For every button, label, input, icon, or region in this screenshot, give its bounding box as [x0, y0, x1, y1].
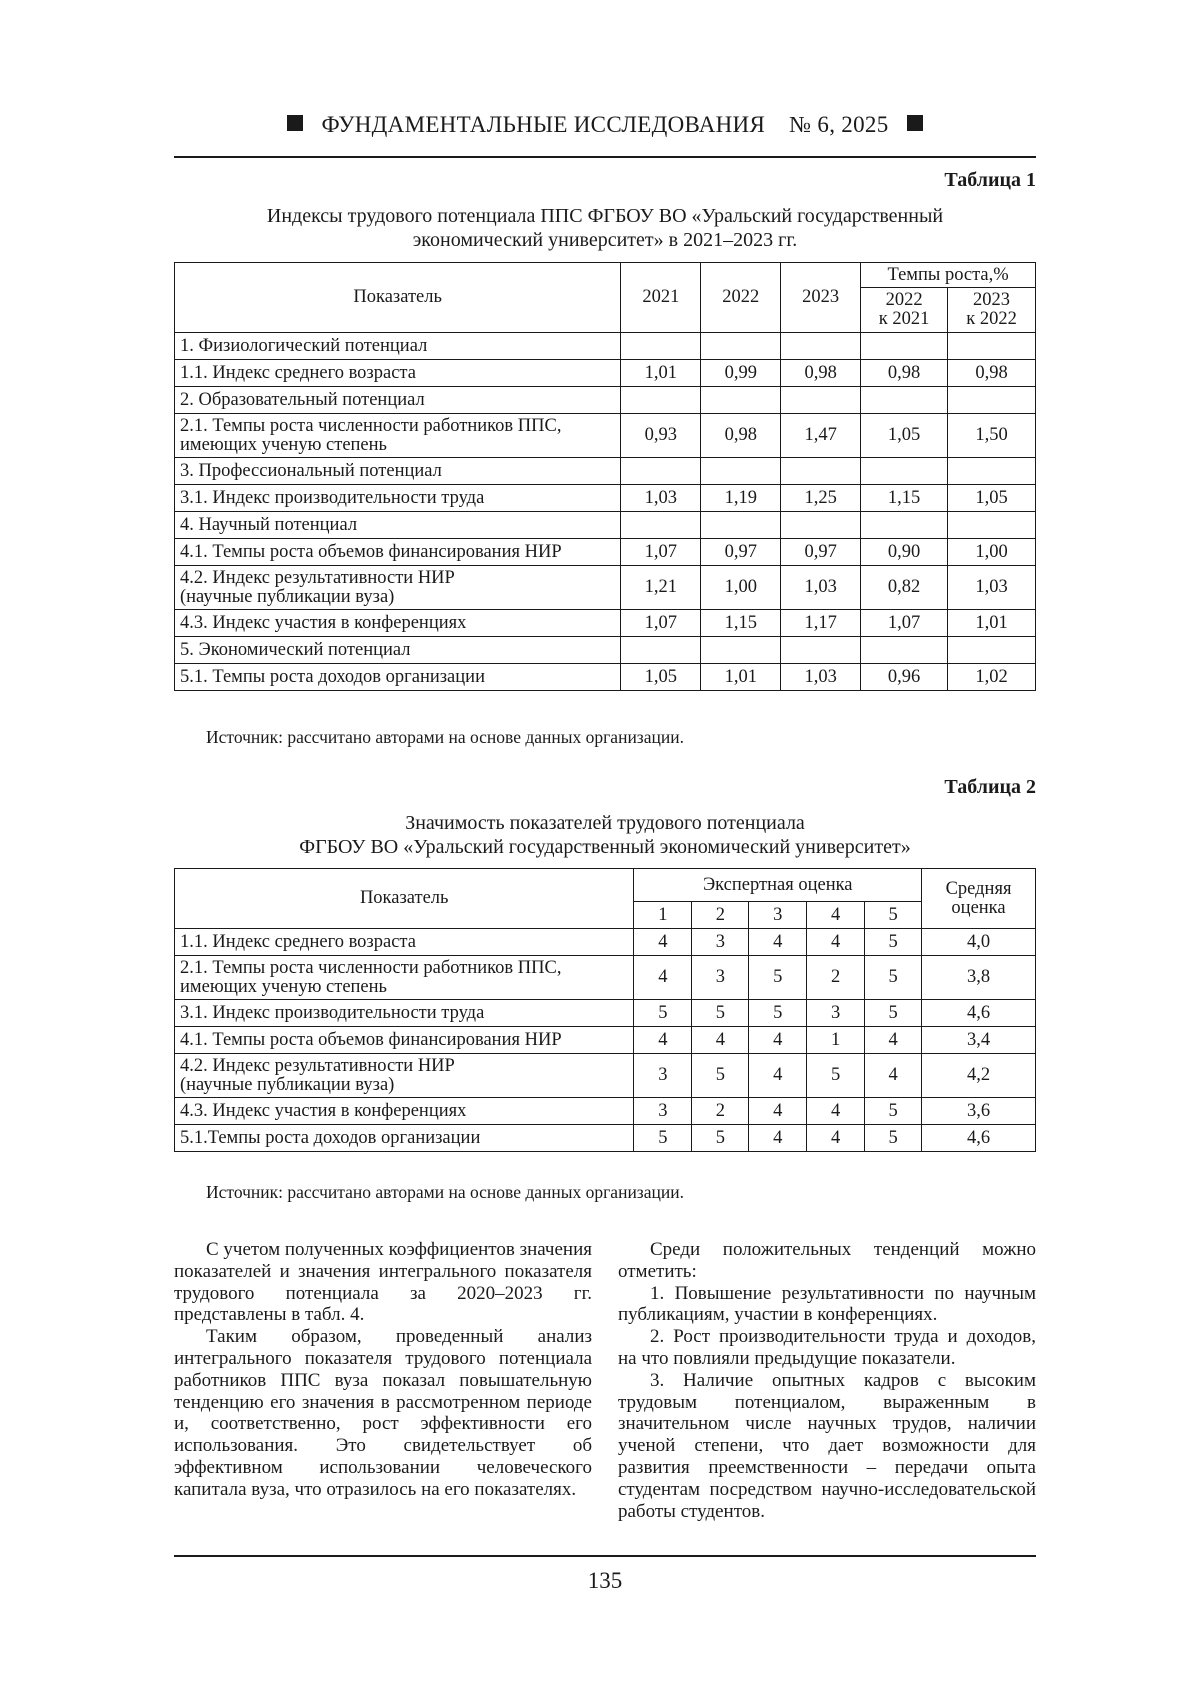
- table1-row: [175, 664, 1036, 691]
- paragraph: 1. Повышение результативности по научным публикациям, участии в конференциях.: [618, 1282, 1036, 1326]
- table1-header-growth-2022: [861, 288, 948, 333]
- table1-row-label: [175, 610, 621, 637]
- table1-row-label-line1: 4. Научный потенциал: [180, 514, 358, 535]
- table1-cell: [948, 458, 1036, 485]
- table1-row-label-line1: 4.3. Индекс участия в конференциях: [180, 612, 467, 633]
- table1-cell: [621, 333, 701, 360]
- table2-row-label: [175, 1125, 634, 1152]
- table2-cell: 4: [865, 1027, 922, 1054]
- journal-issue: № 6, 2025: [789, 112, 889, 137]
- table2-cell: 4: [749, 929, 807, 956]
- table1-row: [175, 539, 1036, 566]
- table1-cell: 1,03: [781, 566, 861, 610]
- table1-row-label-line1: 4.2. Индекс результативности НИР: [180, 567, 455, 588]
- table2-header-expert-2: 2: [692, 902, 749, 929]
- table2-source: Источник: рассчитано авторами на основе данных организации.: [206, 1182, 684, 1202]
- table2-cell: 5: [749, 1000, 807, 1027]
- table1-header-growth-2022-line2: к 2021: [878, 309, 930, 329]
- table2-cell: 5: [634, 1125, 692, 1152]
- table1-cell: [948, 637, 1036, 664]
- text-column-left: [174, 1239, 592, 1501]
- table1-cell: [781, 458, 861, 485]
- table1-cell: [621, 637, 701, 664]
- table1-cell: 1,25: [781, 485, 861, 512]
- table2-row: [175, 956, 1036, 1000]
- table2-row-label-line1: 5.1.Темпы роста доходов организации: [180, 1127, 481, 1148]
- table1-row: [175, 485, 1036, 512]
- table1-caption: [174, 204, 1036, 252]
- table1-row-label-line1: 1.1. Индекс среднего возраста: [180, 362, 416, 383]
- table2-cell: 2: [692, 1098, 749, 1125]
- table1-cell: 1,15: [861, 485, 948, 512]
- table2-row: [175, 1027, 1036, 1054]
- table1-cell: 1,00: [701, 566, 781, 610]
- table1-row: [175, 333, 1036, 360]
- table1-cell: [861, 637, 948, 664]
- table1-row-label-line1: 5.1. Темпы роста доходов организации: [180, 666, 485, 687]
- table1-cell: [781, 387, 861, 414]
- table1-row-label: [175, 539, 621, 566]
- table2-cell: 4: [865, 1054, 922, 1098]
- table2-row-label-line1: 4.3. Индекс участия в конференциях: [180, 1100, 467, 1121]
- table2-cell: 4: [807, 1098, 865, 1125]
- table2-cell: 5: [692, 1054, 749, 1098]
- table2-header-average: [922, 869, 1036, 929]
- table1-cell: [861, 387, 948, 414]
- table2-header-expert-1: 1: [634, 902, 692, 929]
- table2-cell: 4: [749, 1098, 807, 1125]
- footer-rule: [174, 1555, 1036, 1557]
- table1-header-growth-2023-line2: к 2022: [966, 309, 1017, 329]
- table1-row-label: [175, 414, 621, 458]
- table2-cell: 5: [692, 1000, 749, 1027]
- table2-cell: 4: [692, 1027, 749, 1054]
- table1-cell: [621, 512, 701, 539]
- table2-header-expert-5: 5: [865, 902, 922, 929]
- table2-cell: 3: [807, 1000, 865, 1027]
- table2-cell: 5: [865, 1098, 922, 1125]
- table1-cell: 0,98: [948, 360, 1036, 387]
- table1-row-label: [175, 664, 621, 691]
- table1-row-label: [175, 387, 621, 414]
- table2-row-label: [175, 1027, 634, 1054]
- table1-cell: 0,93: [621, 414, 701, 458]
- running-header: [174, 112, 1036, 138]
- paragraph: 3. Наличие опытных кадров с высоким трудовым потенциалом, выраженным в значительном числе научных трудов, наличии ученой степени, что дает возможности для развития преемственности – передачи опыта студентам посредством научно-исследовательской работы студентов.: [618, 1369, 1036, 1522]
- table2-cell: 4: [749, 1125, 807, 1152]
- table2-row: [175, 929, 1036, 956]
- header-square-left: [287, 115, 303, 131]
- table1-cell: [621, 387, 701, 414]
- table1-row-label-line1: 4.1. Темпы роста объемов финансирования НИР: [180, 541, 562, 562]
- journal-title: ФУНДАМЕНТАЛЬНЫЕ ИССЛЕДОВАНИЯ: [321, 112, 766, 137]
- table2-header-expert-3: 3: [749, 902, 807, 929]
- table1-cell: [861, 333, 948, 360]
- table2-row-label: [175, 956, 634, 1000]
- table1-source: Источник: рассчитано авторами на основе данных организации.: [206, 727, 684, 747]
- table2-row-label: [175, 929, 634, 956]
- table2-average-cell: 3,8: [922, 956, 1036, 1000]
- table1-row: [175, 360, 1036, 387]
- table2: [174, 868, 1036, 1152]
- table1-cell: 1,05: [948, 485, 1036, 512]
- table1-cell: 1,07: [621, 610, 701, 637]
- table1-cell: 1,01: [948, 610, 1036, 637]
- table2-cell: 4: [634, 1027, 692, 1054]
- table2-cell: 4: [807, 929, 865, 956]
- table1-cell: [861, 458, 948, 485]
- table1-row-label-line1: 1. Физиологический потенциал: [180, 335, 428, 356]
- table2-header-expert-4: 4: [807, 902, 865, 929]
- table1-header-growth: Темпы роста,%: [861, 263, 1036, 288]
- table2-header-average-line1: Средняя: [945, 878, 1012, 899]
- paragraph: Таким образом, проведенный анализ интегрального показателя трудового потенциала работников ППС вуза показал повышательную тенденцию его значения в рассмотренном периоде и, соответственно, рост эффективности его использования. Это свидетельствует об эффективном использовании человеческого капитала вуза, что отразилось на его показателях.: [174, 1326, 592, 1500]
- table2-cell: 3: [692, 956, 749, 1000]
- table2-cell: 5: [807, 1054, 865, 1098]
- table2-cell: 1: [807, 1027, 865, 1054]
- table1-cell: [701, 387, 781, 414]
- table1-row: [175, 637, 1036, 664]
- table2-cell: 4: [634, 956, 692, 1000]
- table2-caption-line2: ФГБОУ ВО «Уральский государственный экономический университет»: [299, 836, 911, 858]
- table2-average-cell: 3,4: [922, 1027, 1036, 1054]
- table1-cell: 1,03: [621, 485, 701, 512]
- table1-row: [175, 566, 1036, 610]
- table2-cell: 5: [749, 956, 807, 1000]
- table2-row: [175, 1125, 1036, 1152]
- table1-cell: 1,19: [701, 485, 781, 512]
- table1-row-label: [175, 485, 621, 512]
- table1-cell: [781, 333, 861, 360]
- table1-cell: [781, 637, 861, 664]
- table1-header-2023: 2023: [781, 263, 861, 333]
- table1-cell: [701, 512, 781, 539]
- table2-average-cell: 4,6: [922, 1000, 1036, 1027]
- table1-cell: 1,00: [948, 539, 1036, 566]
- table2-row-label-line1: 2.1. Темпы роста численности работников ППС,: [180, 957, 562, 978]
- table1-cell: 1,50: [948, 414, 1036, 458]
- table1-header-growth-2023-line1: 2023: [973, 290, 1011, 310]
- table1-row-label: [175, 333, 621, 360]
- table2-cell: 5: [865, 1125, 922, 1152]
- table2-cell: 3: [634, 1054, 692, 1098]
- table1-cell: 1,21: [621, 566, 701, 610]
- table1-cell: 0,82: [861, 566, 948, 610]
- table1-cell: 0,97: [701, 539, 781, 566]
- table2-cell: 4: [749, 1027, 807, 1054]
- table1-cell: 1,02: [948, 664, 1036, 691]
- table1-cell: 1,07: [861, 610, 948, 637]
- page-number: 135: [587, 1568, 623, 1593]
- table1-cell: [701, 333, 781, 360]
- table2-row-label: [175, 1000, 634, 1027]
- table1-cell: 0,90: [861, 539, 948, 566]
- table2-row-label-line2: (научные публикации вуза): [180, 1074, 395, 1095]
- table1-caption-line2: экономический университет» в 2021–2023 гг.: [412, 229, 798, 251]
- table1-cell: 0,98: [861, 360, 948, 387]
- table1-caption-line1: Индексы трудового потенциала ППС ФГБОУ ВО «Уральский государственный: [266, 205, 944, 227]
- table2-average-cell: 3,6: [922, 1098, 1036, 1125]
- table1: [174, 262, 1036, 691]
- table1-header-growth-2022-line1: 2022: [885, 290, 923, 310]
- table2-cell: 4: [634, 929, 692, 956]
- table2-average-cell: 4,2: [922, 1054, 1036, 1098]
- table1-row: [175, 512, 1036, 539]
- table2-average-cell: 4,6: [922, 1125, 1036, 1152]
- table1-row: [175, 610, 1036, 637]
- table1-row-label: [175, 458, 621, 485]
- table1-row-label-line1: 2.1. Темпы роста численности работников ППС,: [180, 415, 562, 436]
- table2-header-average-line2: оценка: [951, 897, 1006, 918]
- table2-row-label-line2: имеющих ученую степень: [180, 976, 387, 997]
- table2-row-label-line1: 4.2. Индекс результативности НИР: [180, 1055, 455, 1076]
- table1-cell: 1,15: [701, 610, 781, 637]
- table1-cell: 1,07: [621, 539, 701, 566]
- table1-cell: [948, 333, 1036, 360]
- table1-row-label-line2: имеющих ученую степень: [180, 434, 387, 455]
- table1-row: [175, 458, 1036, 485]
- table2-cell: 4: [807, 1125, 865, 1152]
- paragraph: С учетом полученных коэффициентов значения показателей и значения интегрального показателя трудового потенциала за 2020–2023 гг. представлены в табл. 4.: [174, 1239, 592, 1326]
- table1-row-label: [175, 512, 621, 539]
- table2-cell: 5: [692, 1125, 749, 1152]
- table1-cell: [861, 512, 948, 539]
- table1-row-label: [175, 566, 621, 610]
- table1-cell: 0,98: [781, 360, 861, 387]
- table1-cell: 0,99: [701, 360, 781, 387]
- table1-row-label-line2: (научные публикации вуза): [180, 586, 395, 607]
- table2-cell: 5: [865, 929, 922, 956]
- table1-label: Таблица 1: [944, 169, 1036, 191]
- table2-row-label-line1: 1.1. Индекс среднего возраста: [180, 931, 416, 952]
- table1-cell: 0,96: [861, 664, 948, 691]
- table2-cell: 5: [865, 1000, 922, 1027]
- paragraph: Среди положительных тенденций можно отметить:: [618, 1239, 1036, 1282]
- table2-row-label-line1: 3.1. Индекс производительности труда: [180, 1002, 485, 1023]
- table1-cell: 1,01: [701, 664, 781, 691]
- table1-cell: 1,17: [781, 610, 861, 637]
- table2-label: Таблица 2: [944, 776, 1036, 798]
- table1-cell: 1,03: [948, 566, 1036, 610]
- table2-average-cell: 4,0: [922, 929, 1036, 956]
- table1-cell: 1,03: [781, 664, 861, 691]
- text-column-right: [618, 1239, 1036, 1522]
- table1-cell: 1,47: [781, 414, 861, 458]
- table2-cell: 3: [692, 929, 749, 956]
- table1-cell: [701, 458, 781, 485]
- table1-header-2022: 2022: [701, 263, 781, 333]
- table1-row: [175, 387, 1036, 414]
- table1-row: [175, 414, 1036, 458]
- table2-row: [175, 1000, 1036, 1027]
- table2-header-indicator: Показатель: [175, 869, 634, 929]
- table2-cell: 5: [865, 956, 922, 1000]
- table1-cell: [948, 512, 1036, 539]
- table1-row-label: [175, 637, 621, 664]
- table2-row-label-line1: 4.1. Темпы роста объемов финансирования НИР: [180, 1029, 562, 1050]
- table2-cell: 4: [749, 1054, 807, 1098]
- table1-cell: 1,05: [861, 414, 948, 458]
- table2-cell: 5: [634, 1000, 692, 1027]
- table2-caption: [174, 811, 1036, 859]
- table2-row: [175, 1098, 1036, 1125]
- table1-cell: 1,05: [621, 664, 701, 691]
- table2-caption-line1: Значимость показателей трудового потенциала: [405, 812, 805, 834]
- table1-cell: 1,01: [621, 360, 701, 387]
- table1-cell: [948, 387, 1036, 414]
- paragraph: 2. Рост производительности труда и доходов, на что повлияли предыдущие показатели.: [618, 1326, 1036, 1369]
- table2-row-label: [175, 1054, 634, 1098]
- table1-cell: 0,97: [781, 539, 861, 566]
- table2-row-label: [175, 1098, 634, 1125]
- table2-row: [175, 1054, 1036, 1098]
- table1-cell: [781, 512, 861, 539]
- table1-cell: [701, 637, 781, 664]
- table2-cell: 2: [807, 956, 865, 1000]
- table1-cell: 0,98: [701, 414, 781, 458]
- table1-row-label-line1: 2. Образовательный потенциал: [180, 389, 425, 410]
- table1-row-label-line1: 3. Профессиональный потенциал: [180, 460, 442, 481]
- header-rule: [174, 156, 1036, 158]
- header-square-right: [907, 115, 923, 131]
- table1-row-label: [175, 360, 621, 387]
- table1-header-2021: 2021: [621, 263, 701, 333]
- table2-cell: 3: [634, 1098, 692, 1125]
- table1-header-indicator: Показатель: [175, 263, 621, 333]
- table1-cell: [621, 458, 701, 485]
- table1-row-label-line1: 3.1. Индекс производительности труда: [180, 487, 485, 508]
- table2-header-expert: Экспертная оценка: [634, 869, 922, 902]
- table1-row-label-line1: 5. Экономический потенциал: [180, 639, 411, 660]
- table1-header-growth-2023: [948, 288, 1036, 333]
